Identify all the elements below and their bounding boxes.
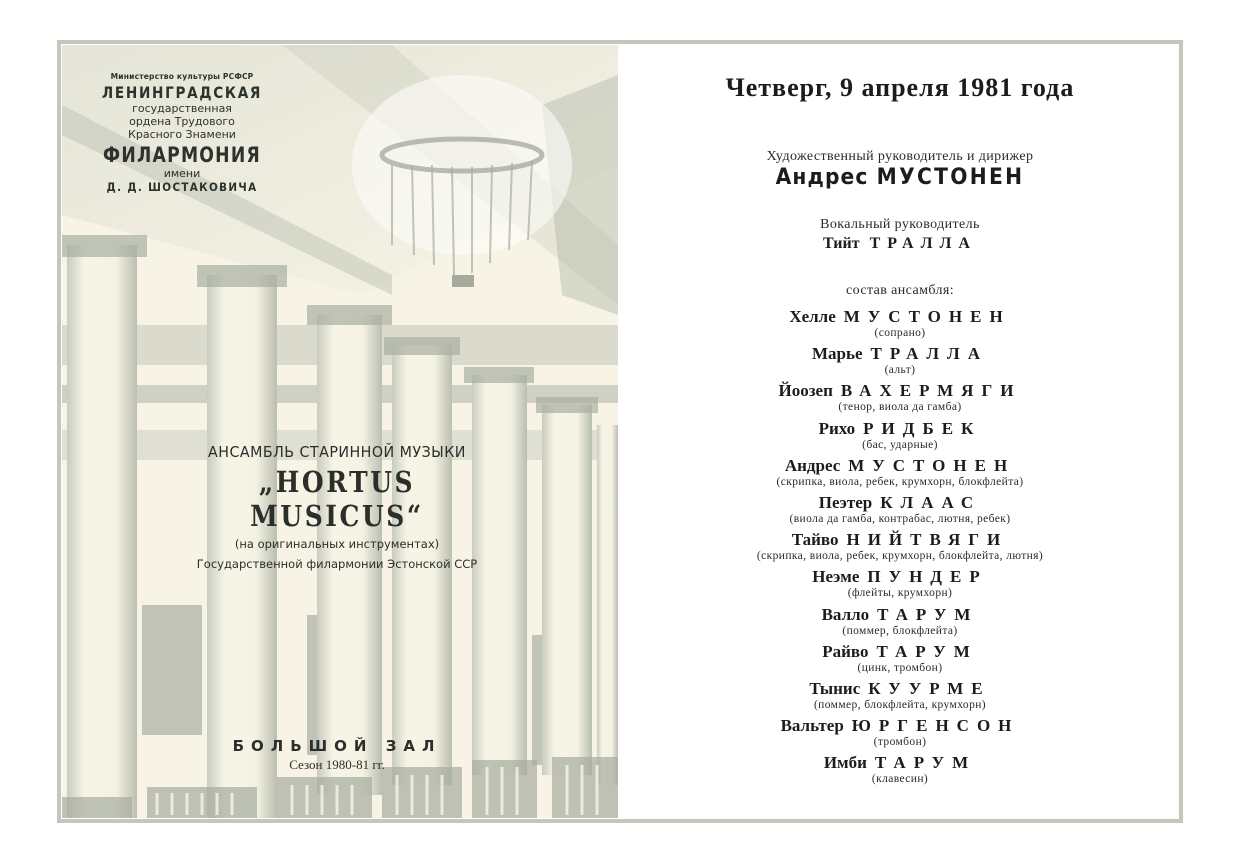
organization-block	[62, 72, 302, 194]
first-name: Хелле	[789, 307, 836, 326]
last-name: МУСТОНЕН	[848, 455, 1016, 475]
member-item	[620, 679, 1180, 716]
city-heading: ЛЕНИНГРАДСКАЯ	[101, 83, 263, 102]
org-line-2: ордена Трудового	[129, 115, 235, 128]
vocal-director-block	[620, 217, 1180, 253]
first-name: Вальтер	[780, 716, 844, 736]
program-page	[620, 45, 1180, 818]
first-name: Тайво	[791, 530, 839, 550]
member-instruments: (тенор, виола да гамба)	[838, 401, 962, 414]
member-instruments: (поммер, блокфлейта, крумхорн)	[813, 698, 987, 711]
last-name: ВАХЕРМЯГИ	[840, 381, 1022, 401]
last-name: КУУРМЕ	[868, 678, 991, 698]
member-instruments: (виола да гамба, контрабас, лютня, ребек)	[789, 512, 1011, 525]
first-name: Андрес	[784, 455, 841, 475]
last-name: РИДБЕК	[863, 418, 982, 438]
member-item	[620, 456, 1180, 493]
last-name: ТАРУМ	[877, 604, 979, 624]
last-name: МУСТОНЕН	[876, 165, 1025, 190]
cover-page	[62, 45, 618, 818]
member-item	[620, 307, 1180, 344]
artistic-director-name	[642, 165, 1157, 190]
ensemble-subtitle: АНСАМБЛЬ СТАРИННОЙ МУЗЫКИ	[208, 443, 466, 461]
first-name: Марье	[812, 344, 863, 364]
last-name: ЮРГЕНСОН	[851, 716, 1020, 736]
members-heading: состав ансамбля:	[845, 283, 955, 298]
last-name: ТАРУМ	[876, 641, 978, 661]
members-list	[620, 307, 1180, 790]
hall-name: БОЛЬШОЙ ЗАЛ	[232, 737, 442, 755]
member-item	[620, 716, 1180, 753]
first-name: Тынис	[809, 678, 861, 698]
last-name: ТРАЛЛА	[869, 235, 977, 252]
last-name: ТАРУМ	[874, 753, 977, 773]
last-name: НИЙТВЯГИ	[846, 530, 1009, 550]
last-name: ПУНДЕР	[867, 567, 988, 587]
member-item	[620, 381, 1180, 418]
member-instruments: (бас, ударные)	[862, 438, 938, 451]
first-name: Райво	[822, 641, 869, 661]
first-name: Рихо	[818, 418, 856, 438]
vocal-director-name	[620, 235, 1180, 253]
concert-date: Четверг, 9 апреля 1981 года	[725, 73, 1075, 102]
member-instruments: (альт)	[884, 364, 916, 377]
artistic-director-block	[620, 149, 1180, 190]
first-name: Тийт	[823, 235, 860, 252]
vocal-director-role: Вокальный руководитель	[820, 217, 980, 232]
first-name: Валло	[821, 604, 870, 624]
member-item	[620, 530, 1180, 567]
member-instruments: (цинк, тромбон)	[857, 661, 943, 674]
namesake-label: Д. Д. ШОСТАКОВИЧА	[106, 180, 258, 194]
member-instruments: (скрипка, виола, ребек, крумхорн, блокфлейта, лютня)	[756, 550, 1044, 563]
member-item	[620, 567, 1180, 604]
member-item	[620, 419, 1180, 456]
member-instruments: (тромбон)	[873, 736, 927, 749]
first-name: Пеэтер	[818, 492, 873, 512]
first-name: Неэме	[812, 567, 860, 587]
first-name: Йоозеп	[778, 381, 833, 401]
member-instruments: (сопрано)	[874, 327, 926, 339]
member-instruments: (клавесин)	[871, 773, 929, 786]
artistic-director-role: Художественный руководитель и дирижер	[766, 149, 1034, 164]
ensemble-block	[142, 443, 532, 571]
member-item	[620, 753, 1180, 790]
member-item	[620, 344, 1180, 381]
ensemble-affiliation: Государственной филармонии Эстонской ССР	[196, 557, 478, 571]
first-name: Имби	[823, 753, 867, 773]
named-label: имени	[163, 167, 201, 180]
first-name: Андрес	[775, 165, 869, 190]
member-item	[620, 642, 1180, 679]
org-line-3: Красного Знамени	[128, 128, 236, 141]
member-instruments: (поммер, блокфлейта)	[842, 624, 958, 637]
season-label: Сезон 1980-81 гг.	[289, 757, 385, 772]
ensemble-note: (на оригинальных инструментах)	[234, 537, 440, 551]
member-instruments: (скрипка, виола, ребек, крумхорн, блокфлейта)	[776, 475, 1024, 488]
ministry-label: Министерство культуры РСФСР	[110, 72, 254, 81]
last-name: ТРАЛЛА	[870, 344, 988, 364]
org-line-1: государственная	[132, 102, 232, 115]
ensemble-title: „HORTUS MUSICUS“	[250, 465, 424, 533]
venue-block	[192, 737, 482, 773]
member-item	[620, 493, 1180, 530]
member-item	[620, 605, 1180, 642]
philharmonic-heading: ФИЛАРМОНИЯ	[103, 143, 261, 167]
member-instruments: (флейты, крумхорн)	[847, 587, 953, 600]
last-name: КЛААС	[880, 492, 982, 512]
last-name: МУСТОНЕН	[843, 307, 1011, 326]
